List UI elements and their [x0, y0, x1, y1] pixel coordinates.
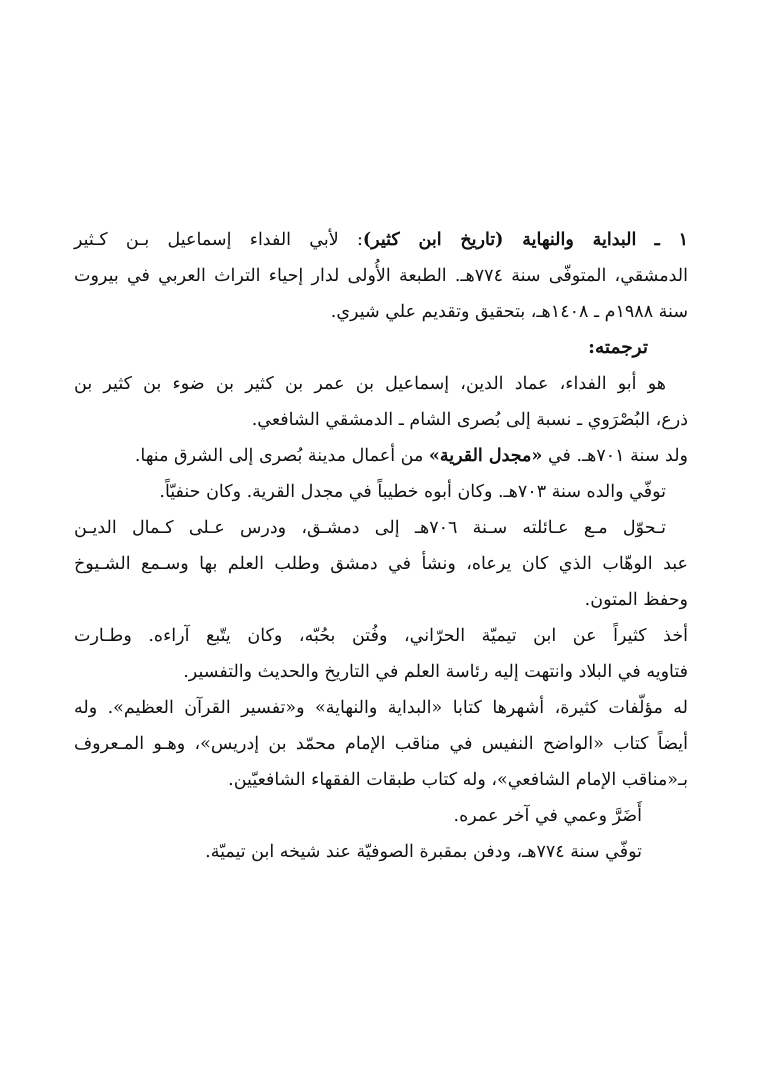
bio-p4-line-2: عبد الوهّاب الذي كان يرعاه، ونشأ في دمشق وطلب العلم بها وسـمع الشـيوخ — [74, 554, 688, 574]
bio-p1-line-2: ذرع، البُصْرَوي ـ نسبة إلى بُصرى الشام ـ الدمشقي الشافعي. — [251, 410, 688, 430]
bio-p2-start: ولد سنة ٧٠١هـ. في — [542, 446, 688, 466]
bio-p4-line-1: تـحوّل مـع عـائلته سـنة ٧٠٦هـ إلى دمشـق، ودرس عـلى كـمال الديـن — [74, 518, 666, 538]
bio-p4-line-3: وحفظ المتون. — [584, 590, 688, 610]
bio-p5-line-2: فتاويه في البلاد وانتهت إليه رئاسة العلم في التاريخ والحديث والتفسير. — [183, 662, 688, 682]
bio-p6-line-3: بـ«مناقب الإمام الشافعي»، وله كتاب طبقات الفقهاء الشافعيّين. — [228, 770, 688, 790]
bio-p6-line-1: له مؤلّفات كثيرة، أشهرها كتابا «البداية والنهاية» و«تفسير القرآن العظيم». وله — [74, 698, 688, 718]
entry-title: البداية والنهاية (تاريخ ابن كثير) — [362, 230, 637, 250]
bio-p2 — [74, 438, 688, 474]
entry-author-intro: : لأبي الفداء إسماعيل بـن كـثير — [74, 230, 363, 250]
bio-p7: أَضَرَّ وعمي في آخر عمره. — [453, 806, 642, 826]
bio-p2-end: من أعمال مدينة بُصرى إلى الشرق منها. — [134, 446, 429, 466]
bio-heading: ترجمته: — [588, 337, 648, 358]
entry-line-1 — [74, 222, 688, 258]
document-page — [74, 222, 688, 870]
bio-p2-place: «مجدل القرية» — [428, 446, 543, 466]
bio-p5-line-1: أخذ كثيراً عن ابن تيميّة الحرّاني، وفُتن بحُبّه، وكان يتّبع آراءه. وطـارت — [74, 626, 688, 646]
entry-line-3: سنة ١٩٨٨م ـ ١٤٠٨هـ، بتحقيق وتقديم علي شيري. — [330, 302, 688, 322]
bio-p1-line-1: هو أبو الفداء، عماد الدين، إسماعيل بن عمر بن كثير بن ضوء بن كثير بن — [74, 374, 666, 394]
entry-line-2: الدمشقي، المتوفّى سنة ٧٧٤هـ. الطبعة الأُولى لدار إحياء التراث العربي في بيروت — [74, 266, 688, 286]
bio-p8: توفّي سنة ٧٧٤هـ، ودفن بمقبرة الصوفيّة عند شيخه ابن تيميّة. — [205, 842, 642, 862]
bio-p6-line-2: أيضاً كتاب «الواضح النفيس في مناقب الإمام محمّد بن إدريس»، وهـو المـعروف — [74, 734, 688, 754]
bio-p3: توفّي والده سنة ٧٠٣هـ. وكان أبوه خطيباً في مجدل القرية. وكان حنفيّاً. — [159, 482, 666, 502]
entry-number: ١ ـ — [654, 230, 688, 250]
